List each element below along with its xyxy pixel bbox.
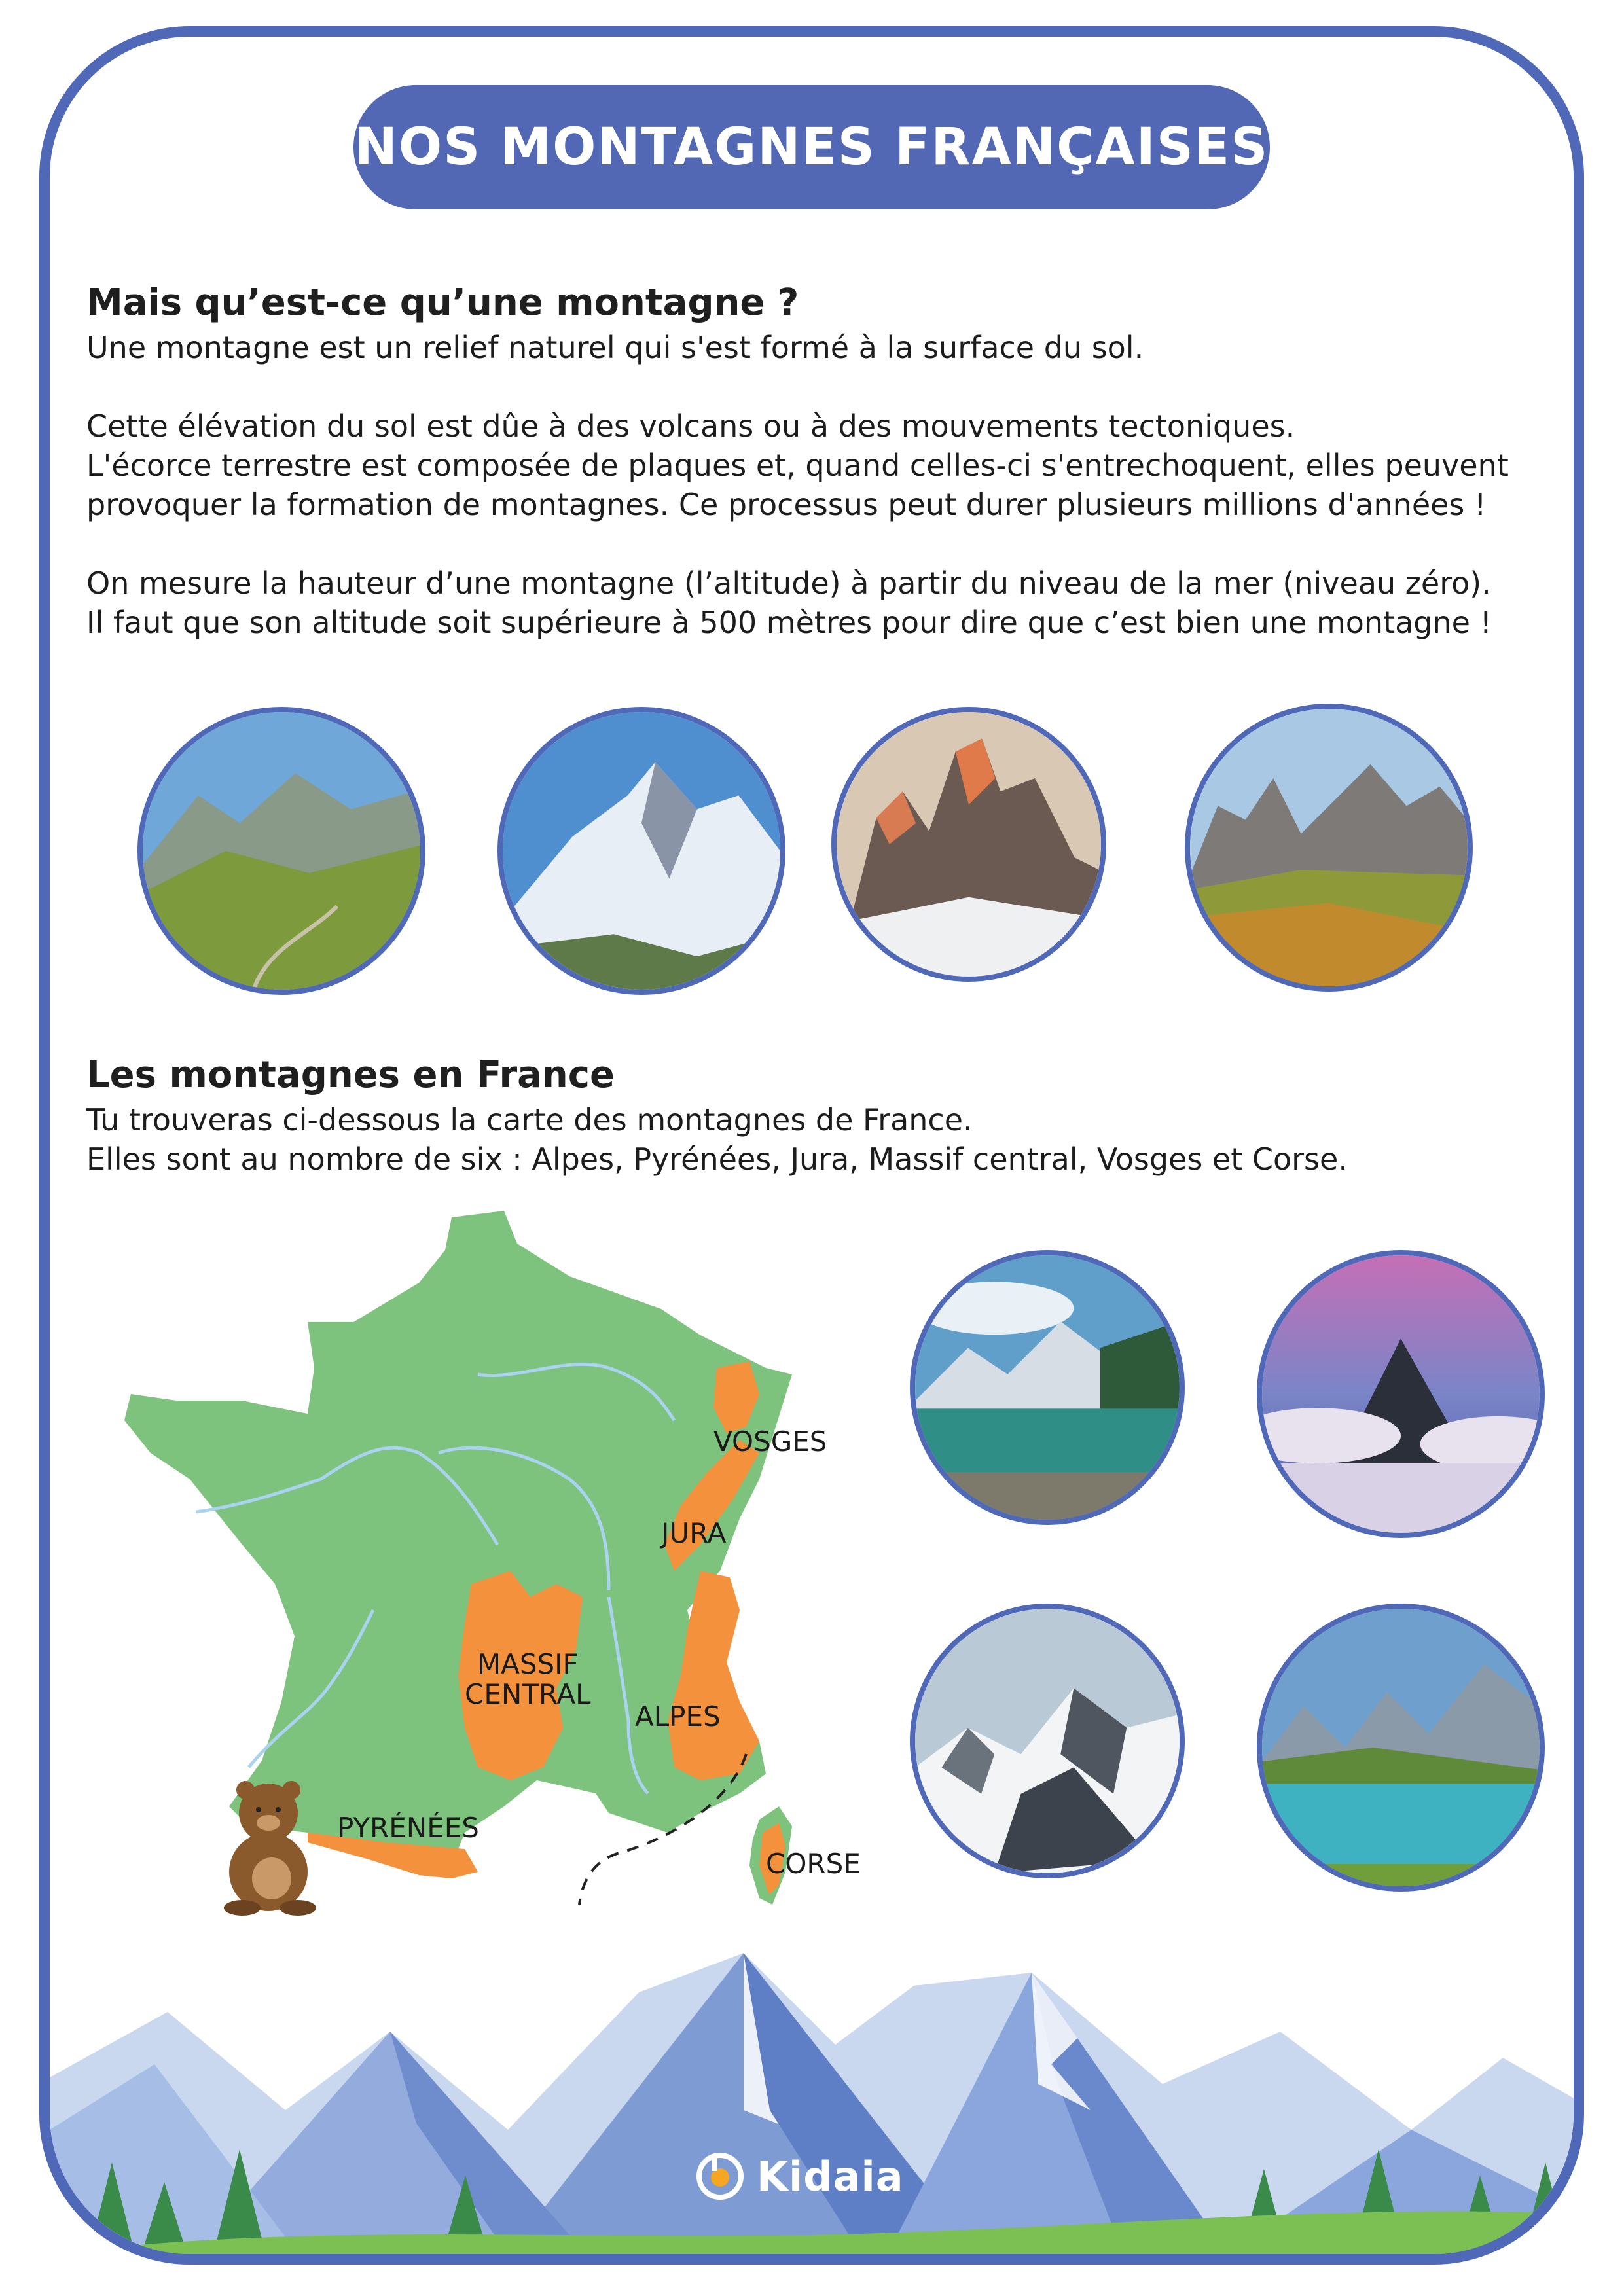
mountain-photo-alpine-lake [1257, 1604, 1545, 1892]
mountain-photo-green-valley [137, 707, 425, 995]
section-what-is-mountain [86, 281, 1559, 642]
mountain-photo-snowy-peak [497, 707, 785, 995]
france-mountains-map [111, 1204, 910, 1964]
mountain-photo-cloud-peak [1257, 1250, 1545, 1538]
paragraph-line: Il faut que son altitude soit supérieure à 500 mètres pour dire que c’est bien une montagne ! [86, 605, 1492, 640]
page-title: NOS MONTAGNES FRANÇAISES [353, 85, 1270, 209]
map-label-pyrenees: PYRÉNÉES [337, 1812, 479, 1844]
map-label-corse: CORSE [766, 1848, 861, 1880]
map-label-massif-line1: MASSIF [477, 1648, 579, 1680]
map-label-alpes: ALPES [635, 1700, 721, 1732]
paragraph-line: provoquer la formation de montagnes. Ce processus peut durer plusieurs millions d'années ! [86, 487, 1487, 522]
mountain-photo-sunset-peak [831, 707, 1106, 982]
section-mountains-in-france [86, 1054, 1559, 1179]
section-heading: Mais qu’est-ce qu’une montagne ? [86, 281, 799, 324]
section-heading: Les montagnes en France [86, 1054, 615, 1096]
kidaia-logo-icon [694, 2150, 746, 2202]
paragraph-line: On mesure la hauteur d’une montagne (l’altitude) à partir du niveau de la mer (niveau zéro). [86, 565, 1491, 601]
mountain-photo-snow-range [910, 1604, 1185, 1878]
paragraph-line: L'écorce terrestre est composée de plaques et, quand celles-ci s'entrechoquent, elles peuvent [86, 448, 1509, 483]
map-label-massif-line2: CENTRAL [465, 1678, 591, 1710]
mountain-photo-dolomites [1185, 704, 1473, 992]
mountain-photo-lake [910, 1250, 1185, 1525]
paragraph-line: Tu trouveras ci-dessous la carte des montagnes de France. [86, 1102, 973, 1138]
paragraph: Une montagne est un relief naturel qui s'est formé à la surface du sol. [86, 330, 1144, 365]
kidaia-logo [694, 2144, 916, 2209]
paragraph-line: Elles sont au nombre de six : Alpes, Pyrénées, Jura, Massif central, Vosges et Corse. [86, 1141, 1348, 1177]
map-label-massif-central [465, 1649, 591, 1710]
map-label-jura: JURA [661, 1517, 727, 1549]
map-label-vosges: VOSGES [713, 1426, 827, 1458]
paragraph-line: Cette élévation du sol est dûe à des volcans ou à des mouvements tectoniques. [86, 408, 1295, 444]
kidaia-logo-text: Kidaia [757, 2152, 904, 2200]
